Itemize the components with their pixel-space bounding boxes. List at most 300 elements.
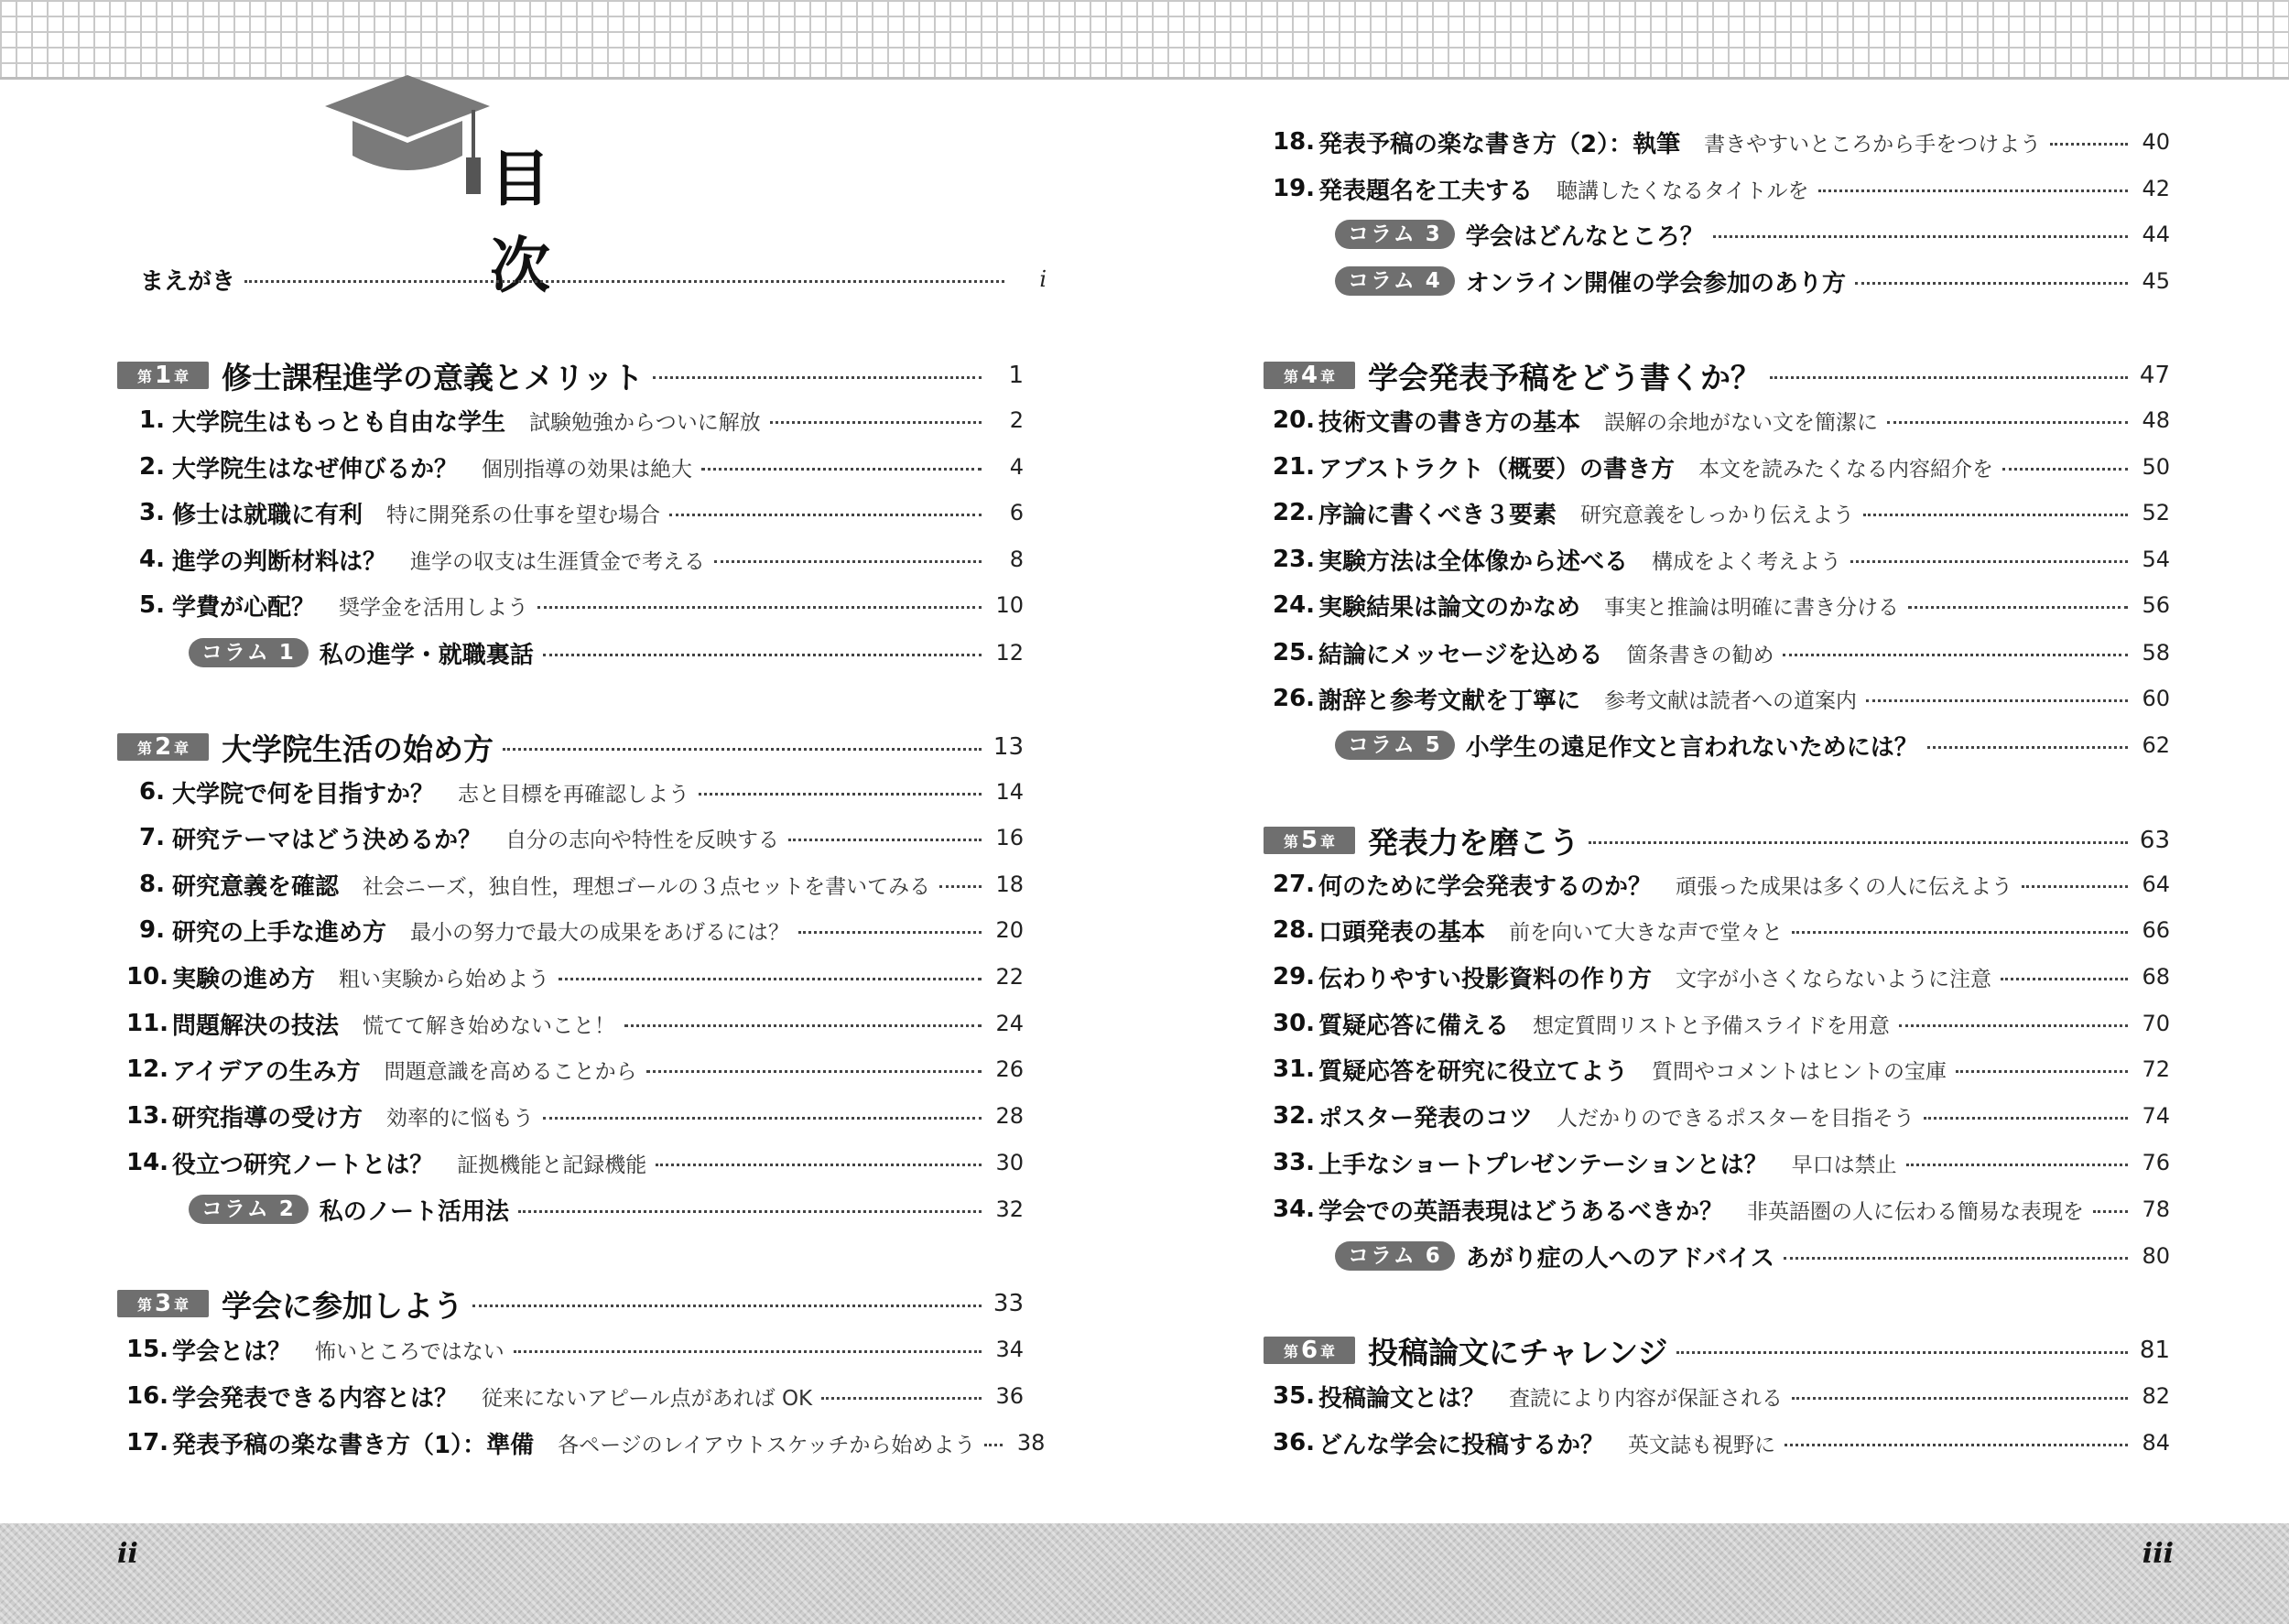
page-number: 44 xyxy=(2142,222,2170,247)
item-subtitle: 従来にないアピール点があれば OK xyxy=(482,1386,813,1411)
item-number: 1. xyxy=(139,406,165,434)
item-title: 大学院生はなぜ伸びるか？ xyxy=(172,455,459,483)
leader-dots xyxy=(2001,978,2128,980)
toc-row-item[interactable] xyxy=(126,817,1024,858)
item-subtitle: 書きやすいところから手をつけよう xyxy=(1704,132,2042,157)
leader-dots xyxy=(244,280,1004,283)
page-number: 40 xyxy=(2142,129,2170,155)
item-subtitle: 特に開発系の仕事を望む場合 xyxy=(386,503,661,527)
toc-row-item[interactable] xyxy=(126,910,1024,950)
chapter-badge-prefix: 第 xyxy=(1283,832,1298,850)
leader-dots xyxy=(701,468,982,471)
item-number: 24. xyxy=(1273,591,1316,619)
item-number: 33. xyxy=(1273,1149,1316,1176)
item-number: 25. xyxy=(1273,639,1316,666)
toc-row-item[interactable] xyxy=(1273,168,2170,209)
leader-dots xyxy=(624,1024,982,1027)
leader-dots xyxy=(646,1070,982,1073)
toc-row-preface[interactable] xyxy=(140,259,1047,299)
item-subtitle: 本文を読みたくなる内容紹介を xyxy=(1698,457,1993,482)
page-number: 72 xyxy=(2142,1056,2170,1082)
toc-row-chapter[interactable] xyxy=(1264,1325,2170,1376)
item-number: 19. xyxy=(1273,175,1316,202)
item-subtitle: 慌てて解き始めないこと！ xyxy=(363,1013,616,1038)
page-number: 2 xyxy=(1009,407,1024,433)
toc-row-item[interactable] xyxy=(126,493,1024,533)
item-subtitle: 前を向いて大きな声で堂々と xyxy=(1509,920,1784,945)
leader-dots xyxy=(1713,235,2128,238)
item-number: 34. xyxy=(1273,1196,1316,1223)
item-number: 31. xyxy=(1273,1056,1316,1083)
page-number: 8 xyxy=(1009,547,1024,572)
page-number: 58 xyxy=(2142,640,2170,666)
leader-dots xyxy=(1899,1024,2128,1027)
column-title: 私のノート活用法 xyxy=(319,1197,510,1226)
item-title: 実験の進め方 xyxy=(172,965,316,993)
leader-dots xyxy=(1589,841,2128,844)
page-number: 13 xyxy=(993,733,1024,761)
page-number: 12 xyxy=(995,640,1024,666)
toc-row-item[interactable] xyxy=(1273,1096,2170,1136)
page-number: 74 xyxy=(2142,1103,2170,1129)
toc-row-item[interactable] xyxy=(1273,447,2170,487)
item-subtitle: 奨学金を活用しよう xyxy=(339,595,529,620)
item-title: 大学院生はもっとも自由な学生 xyxy=(172,408,506,437)
toc-row-item[interactable] xyxy=(126,1096,1024,1136)
page-number: 52 xyxy=(2142,500,2170,525)
item-subtitle: 聴講したくなるタイトルを xyxy=(1557,179,1809,203)
item-subtitle: 頑張った成果は多くの人に伝えよう xyxy=(1676,874,2013,899)
chapter-badge-prefix: 第 xyxy=(136,367,152,385)
item-number: 15. xyxy=(126,1336,169,1363)
page-number: 14 xyxy=(995,779,1024,805)
toc-row-item[interactable] xyxy=(126,400,1024,440)
item-number: 2. xyxy=(139,453,165,481)
item-number: 12. xyxy=(126,1056,169,1083)
leader-dots xyxy=(518,1210,982,1213)
leader-dots xyxy=(2050,143,2128,146)
item-title: 学会での英語表現はどうあるべきか？ xyxy=(1318,1197,1724,1226)
leader-dots xyxy=(543,654,982,656)
item-number: 13. xyxy=(126,1102,169,1130)
toc-row-item[interactable] xyxy=(126,539,1024,579)
item-title: 研究指導の受け方 xyxy=(172,1104,363,1132)
item-title: 上手なショートプレゼンテーションとは？ xyxy=(1318,1151,1768,1179)
item-subtitle: 非英語圏の人に伝わる簡易な表現を xyxy=(1747,1199,2085,1224)
toc-row-item[interactable] xyxy=(1273,1003,2170,1044)
item-subtitle: 参考文献は読者への道案内 xyxy=(1604,688,1858,713)
preface-title: まえがき xyxy=(140,267,236,296)
page-number: 70 xyxy=(2142,1011,2170,1036)
chapter-badge-suffix: 章 xyxy=(1320,367,1336,385)
toc-row-column[interactable] xyxy=(189,1189,1024,1229)
page-number: 78 xyxy=(2142,1196,2170,1222)
chapter-badge xyxy=(117,1290,209,1317)
leader-dots xyxy=(1770,376,2128,379)
page-number: 4 xyxy=(1009,454,1024,480)
chapter-badge-suffix: 章 xyxy=(174,1295,190,1314)
toc-row-item[interactable] xyxy=(1273,1142,2170,1183)
chapter-badge-number: 3 xyxy=(154,1290,172,1317)
leader-dots xyxy=(656,1164,982,1166)
toc-row-item[interactable] xyxy=(1273,1376,2170,1416)
page-number: 6 xyxy=(1009,500,1024,525)
item-title: 修士は就職に有利 xyxy=(172,501,363,529)
page-number: 62 xyxy=(2142,732,2170,758)
leader-dots xyxy=(1676,1351,2128,1354)
item-number: 14. xyxy=(126,1149,169,1176)
item-subtitle: 早口は禁止 xyxy=(1791,1153,1897,1177)
leader-dots xyxy=(1792,931,2128,934)
toc-row-item[interactable] xyxy=(126,1423,1046,1463)
toc-row-item[interactable] xyxy=(126,1049,1024,1089)
chapter-title: 修士課程進学の意義とメリット xyxy=(222,359,644,395)
toc-row-item[interactable] xyxy=(126,864,1024,904)
toc-row-chapter[interactable] xyxy=(117,350,1024,401)
item-subtitle: 証拠機能と記録機能 xyxy=(457,1153,647,1177)
item-title: ポスター発表のコツ xyxy=(1318,1104,1534,1132)
page-number: 56 xyxy=(2142,592,2170,618)
toc-row-item[interactable] xyxy=(126,1003,1024,1044)
leader-dots xyxy=(472,1305,982,1307)
item-number: 11. xyxy=(126,1010,169,1037)
leader-dots xyxy=(1792,1397,2128,1400)
chapter-title: 学会発表予稿をどう書くか？ xyxy=(1368,359,1761,395)
leader-dots xyxy=(821,1397,982,1400)
item-title: 実験方法は全体像から述べる xyxy=(1318,547,1629,576)
leader-dots xyxy=(1855,282,2128,285)
item-subtitle: 自分の志向や特性を反映する xyxy=(505,828,780,852)
chapter-badge-prefix: 第 xyxy=(136,739,152,757)
chapter-badge xyxy=(117,362,209,389)
page-number: 80 xyxy=(2142,1243,2170,1269)
item-subtitle: 想定質問リストと予備スライドを用意 xyxy=(1533,1013,1890,1038)
item-number: 6. xyxy=(139,778,165,806)
column-badge: コラム 6 xyxy=(1335,1241,1455,1271)
item-subtitle: 人だかりのできるポスターを目指そう xyxy=(1557,1106,1915,1131)
toc-row-item[interactable] xyxy=(126,1376,1024,1416)
item-title: 大学院で何を目指すか？ xyxy=(172,780,435,808)
item-number: 28. xyxy=(1273,916,1316,944)
toc-row-item[interactable] xyxy=(1273,1423,2170,1463)
page-number: 16 xyxy=(995,825,1024,850)
leader-dots xyxy=(1924,1117,2128,1120)
page-number: 81 xyxy=(2139,1337,2170,1364)
toc-row-item[interactable] xyxy=(1273,910,2170,950)
leader-dots xyxy=(770,421,982,424)
item-number: 27. xyxy=(1273,871,1316,898)
item-subtitle: 構成をよく考えよう xyxy=(1652,549,1842,574)
item-number: 8. xyxy=(139,871,165,898)
leader-dots xyxy=(1863,514,2128,516)
item-subtitle: 各ページのレイアウトスケッチから始めよう xyxy=(558,1433,976,1457)
item-subtitle: 英文誌も視野に xyxy=(1628,1433,1776,1457)
item-subtitle: 研究意義をしっかり伝えよう xyxy=(1580,503,1855,527)
page-number: 82 xyxy=(2142,1383,2170,1409)
item-number: 35. xyxy=(1273,1382,1316,1410)
item-number: 4. xyxy=(139,546,165,573)
item-title: 口頭発表の基本 xyxy=(1318,918,1486,947)
toc-row-item[interactable] xyxy=(126,1329,1024,1370)
item-number: 30. xyxy=(1273,1010,1316,1037)
item-subtitle: 最小の努力で最大の成果をあげるには？ xyxy=(410,920,790,945)
toc-row-item[interactable] xyxy=(126,585,1024,625)
item-title: 謝辞と参考文献を丁寧に xyxy=(1318,687,1581,715)
column-badge: コラム 5 xyxy=(1335,731,1455,760)
leader-dots xyxy=(1866,699,2128,702)
page-number: 22 xyxy=(995,964,1024,990)
item-title: 学会とは？ xyxy=(172,1337,292,1366)
chapter-badge xyxy=(1264,1337,1355,1364)
column-title: オンライン開催の学会参加のあり方 xyxy=(1465,269,1847,298)
leader-dots xyxy=(1956,1070,2128,1073)
chapter-badge-suffix: 章 xyxy=(174,739,190,757)
item-title: 発表題名を工夫する xyxy=(1318,177,1534,205)
leader-dots xyxy=(2093,1210,2128,1213)
chapter-title: 大学院生活の始め方 xyxy=(222,731,494,767)
page-number: 64 xyxy=(2142,872,2170,897)
toc-row-chapter[interactable] xyxy=(1264,815,2170,866)
page-number: 54 xyxy=(2142,547,2170,572)
item-number: 5. xyxy=(139,591,165,619)
chapter-badge xyxy=(1264,827,1355,854)
item-title: 学費が心配？ xyxy=(172,593,316,622)
toc-row-item[interactable] xyxy=(1273,633,2170,673)
toc-row-item[interactable] xyxy=(1273,539,2170,579)
leader-dots xyxy=(1784,1257,2128,1260)
toc-row-chapter[interactable] xyxy=(117,721,1024,773)
leader-dots xyxy=(1908,606,2128,609)
item-title: 学会発表できる内容とは？ xyxy=(172,1384,459,1413)
item-subtitle: 怖いところではない xyxy=(315,1339,504,1364)
chapter-badge xyxy=(1264,362,1355,389)
leader-dots xyxy=(939,885,982,888)
chapter-badge-suffix: 章 xyxy=(174,367,190,385)
leader-dots xyxy=(1783,654,2128,656)
leader-dots xyxy=(1906,1164,2128,1166)
toc-row-column[interactable] xyxy=(189,633,1024,673)
item-title: 研究テーマはどう決めるか？ xyxy=(172,826,483,854)
item-title: 発表予稿の楽な書き方（2）：執筆 xyxy=(1318,130,1681,158)
item-number: 23. xyxy=(1273,546,1316,573)
item-number: 18. xyxy=(1273,128,1316,156)
chapter-badge-number: 6 xyxy=(1300,1337,1318,1364)
page-number: 20 xyxy=(995,917,1024,943)
leader-dots xyxy=(1785,1444,2128,1446)
chapter-title: 投稿論文にチャレンジ xyxy=(1368,1334,1668,1370)
page-number-left: ii xyxy=(117,1538,138,1570)
leader-dots xyxy=(699,793,982,796)
page-number: 28 xyxy=(995,1103,1024,1129)
page-number: 42 xyxy=(2142,176,2170,201)
item-subtitle: 個別指導の効果は絶大 xyxy=(482,457,693,482)
toc-row-item[interactable] xyxy=(126,957,1024,997)
item-title: 質疑応答を研究に役立てよう xyxy=(1318,1057,1629,1086)
page-number: 32 xyxy=(995,1196,1024,1222)
chapter-badge-number: 4 xyxy=(1300,362,1318,389)
toc-row-item[interactable] xyxy=(1273,122,2170,162)
item-subtitle: 文字が小さくならないように注意 xyxy=(1676,967,1992,991)
page-number: 45 xyxy=(2142,268,2170,294)
item-title: 役立つ研究ノートとは？ xyxy=(172,1151,434,1179)
item-number: 10. xyxy=(126,963,169,991)
chapter-badge-suffix: 章 xyxy=(1320,1342,1336,1360)
item-number: 22. xyxy=(1273,499,1316,526)
chapter-badge xyxy=(117,733,209,761)
graduation-cap-icon xyxy=(316,68,499,205)
item-subtitle: 効率的に悩もう xyxy=(386,1106,535,1131)
toc-row-item[interactable] xyxy=(1273,864,2170,904)
page-number: 18 xyxy=(995,872,1024,897)
page-number: 48 xyxy=(2142,407,2170,433)
item-title: 進学の判断材料は？ xyxy=(172,547,387,576)
leader-dots xyxy=(543,1117,982,1120)
item-number: 32. xyxy=(1273,1102,1316,1130)
toc-row-column[interactable] xyxy=(1335,1236,2170,1276)
item-number: 36. xyxy=(1273,1429,1316,1456)
toc-row-item[interactable] xyxy=(1273,1049,2170,1089)
chapter-badge-suffix: 章 xyxy=(1320,832,1336,850)
item-title: 技術文書の書き方の基本 xyxy=(1318,408,1581,437)
page-number: 68 xyxy=(2142,964,2170,990)
item-title: アイデアの生み方 xyxy=(172,1057,361,1086)
leader-dots xyxy=(1818,189,2128,192)
item-number: 29. xyxy=(1273,963,1316,991)
page-number: 50 xyxy=(2142,454,2170,480)
column-title: あがり症の人へのアドバイス xyxy=(1465,1244,1775,1272)
chapter-badge-prefix: 第 xyxy=(1283,1342,1298,1360)
page-number: 26 xyxy=(995,1056,1024,1082)
page-number: 76 xyxy=(2142,1150,2170,1175)
item-subtitle: 問題意識を高めることから xyxy=(384,1059,637,1084)
chapter-badge-number: 1 xyxy=(154,362,172,389)
page-title: 目 次 xyxy=(490,144,699,301)
leader-dots xyxy=(1850,560,2128,563)
page-number: 84 xyxy=(2142,1430,2170,1456)
toc-row-item[interactable] xyxy=(1273,493,2170,533)
leader-dots xyxy=(2022,885,2128,888)
toc-row-item[interactable] xyxy=(126,1142,1024,1183)
toc-row-item[interactable] xyxy=(126,772,1024,812)
item-title: アブストラクト（概要）の書き方 xyxy=(1318,455,1675,483)
item-title: 研究意義を確認 xyxy=(172,872,340,901)
toc-row-item[interactable] xyxy=(1273,957,2170,997)
toc-row-column[interactable] xyxy=(1335,261,2170,301)
chapter-title: 学会に参加しよう xyxy=(222,1287,463,1324)
toc-row-item[interactable] xyxy=(1273,585,2170,625)
item-title: 実験結果は論文のかなめ xyxy=(1318,593,1581,622)
chapter-badge-number: 5 xyxy=(1300,827,1318,854)
leader-dots xyxy=(798,931,982,934)
chapter-badge-number: 2 xyxy=(154,733,172,761)
page-number: 24 xyxy=(995,1011,1024,1036)
item-number: 17. xyxy=(126,1429,169,1456)
item-title: 序論に書くべき３要素 xyxy=(1318,501,1557,529)
item-title: 何のために学会発表するのか？ xyxy=(1318,872,1653,901)
toc-row-item[interactable] xyxy=(1273,400,2170,440)
leader-dots xyxy=(984,1444,1003,1446)
page-number: 33 xyxy=(993,1290,1024,1317)
item-subtitle: 進学の収支は生涯賃金で考える xyxy=(410,549,706,574)
page-number: 36 xyxy=(995,1383,1024,1409)
leader-dots xyxy=(503,748,982,751)
page-number: 34 xyxy=(995,1337,1024,1362)
column-badge: コラム 4 xyxy=(1335,266,1455,296)
item-subtitle: 志と目標を再確認しよう xyxy=(458,782,690,807)
column-badge: コラム 2 xyxy=(189,1195,309,1224)
item-subtitle: 試験勉強からついに解放 xyxy=(529,410,761,435)
toc-row-item[interactable] xyxy=(1273,1189,2170,1229)
leader-dots xyxy=(559,978,982,980)
page-number: 38 xyxy=(1016,1430,1046,1456)
page-number: 60 xyxy=(2142,686,2170,711)
item-number: 7. xyxy=(139,824,165,851)
page-number: 63 xyxy=(2139,827,2170,854)
page-number-right: iii xyxy=(2142,1538,2174,1570)
item-number: 21. xyxy=(1273,453,1316,481)
column-title: 学会はどんなところ？ xyxy=(1465,222,1704,251)
item-title: 問題解決の技法 xyxy=(172,1012,340,1040)
column-badge: コラム 3 xyxy=(1335,220,1455,249)
item-number: 3. xyxy=(139,499,165,526)
page-number: 66 xyxy=(2142,917,2170,943)
item-subtitle: 粗い実験から始めよう xyxy=(339,967,550,991)
item-subtitle: 誤解の余地がない文を簡潔に xyxy=(1604,410,1879,435)
leader-dots xyxy=(714,560,982,563)
toc-row-item[interactable] xyxy=(126,447,1024,487)
page-number: 47 xyxy=(2139,362,2170,389)
toc-row-chapter[interactable] xyxy=(1264,350,2170,401)
chapter-badge-prefix: 第 xyxy=(136,1295,152,1314)
chapter-title: 発表力を磨こう xyxy=(1368,824,1579,861)
leader-dots xyxy=(537,606,982,609)
item-subtitle: 箇条書きの勧め xyxy=(1626,643,1774,667)
item-subtitle: 社会ニーズ，独自性，理想ゴールの３点セットを書いてみる xyxy=(363,874,931,899)
leader-dots xyxy=(1887,421,2128,424)
item-number: 16. xyxy=(126,1382,169,1410)
item-title: 伝わりやすい投影資料の作り方 xyxy=(1318,965,1653,993)
toc-row-chapter[interactable] xyxy=(117,1278,1024,1329)
leader-dots xyxy=(653,376,982,379)
column-badge: コラム 1 xyxy=(189,638,309,667)
toc-row-column[interactable] xyxy=(1335,725,2170,765)
item-title: 質疑応答に備える xyxy=(1318,1012,1510,1040)
chapter-badge-prefix: 第 xyxy=(1283,367,1298,385)
page-number: 10 xyxy=(995,592,1024,618)
item-title: 投稿論文とは？ xyxy=(1318,1384,1486,1413)
toc-row-item[interactable] xyxy=(1273,678,2170,719)
leader-dots xyxy=(1927,746,2128,749)
item-subtitle: 事実と推論は明確に書き分ける xyxy=(1604,595,1900,620)
leader-dots xyxy=(2002,468,2128,471)
page-number: 30 xyxy=(995,1150,1024,1175)
preface-page: i xyxy=(1039,266,1047,292)
item-subtitle: 質問やコメントはヒントの宝庫 xyxy=(1652,1059,1947,1084)
column-title: 小学生の遠足作文と言われないためには？ xyxy=(1465,733,1918,762)
toc-row-column[interactable] xyxy=(1335,214,2170,254)
leader-dots xyxy=(669,514,982,516)
page-number: 1 xyxy=(1008,362,1024,389)
footer-band xyxy=(0,1523,2289,1624)
item-number: 20. xyxy=(1273,406,1316,434)
item-number: 26. xyxy=(1273,685,1316,712)
item-title: 発表予稿の楽な書き方（1）：準備 xyxy=(172,1431,535,1459)
leader-dots xyxy=(514,1350,982,1353)
toc-heading xyxy=(316,68,700,301)
column-title: 私の進学・就職裏話 xyxy=(319,641,534,669)
item-number: 9. xyxy=(139,916,165,944)
item-title: どんな学会に投稿するか？ xyxy=(1318,1431,1605,1459)
